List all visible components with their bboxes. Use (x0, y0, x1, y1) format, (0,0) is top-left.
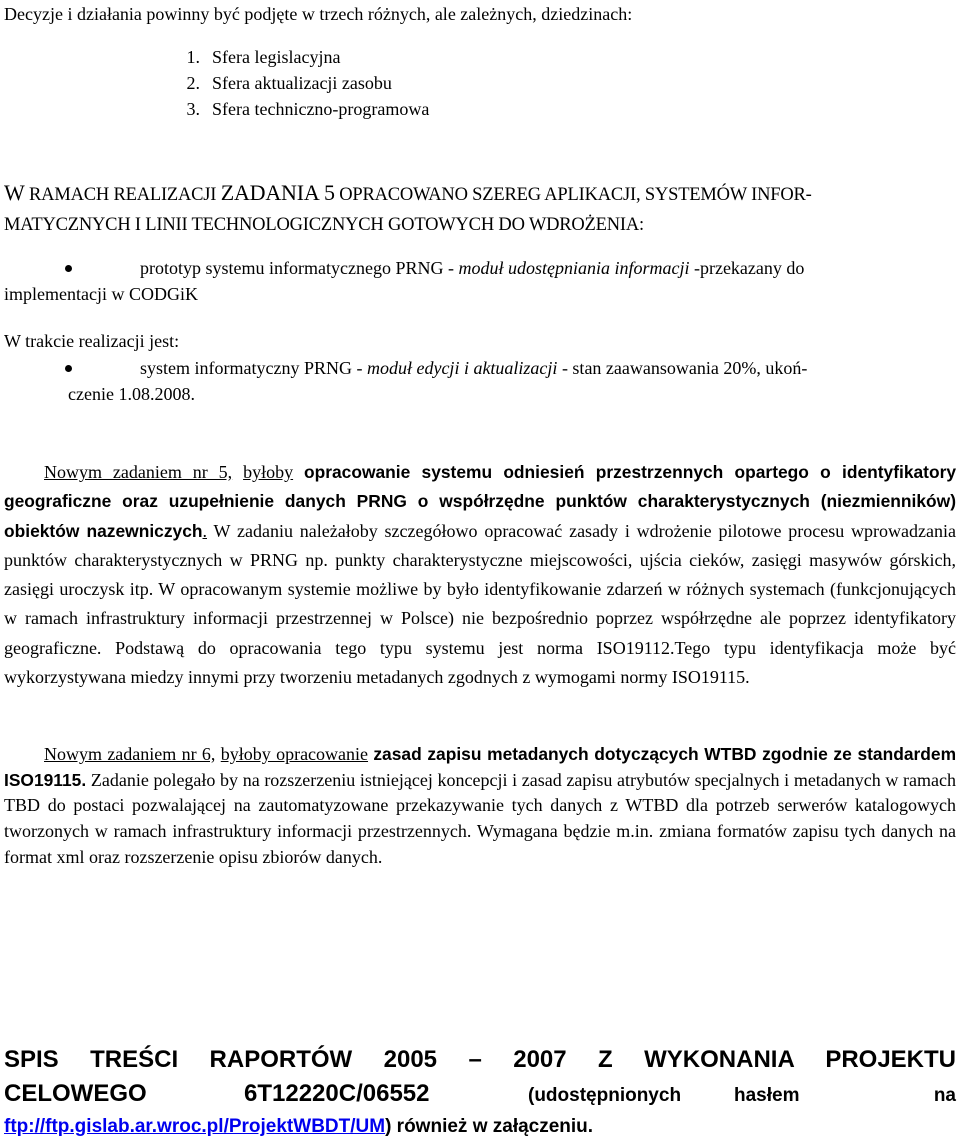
intro-paragraph: Decyzje i działania powinny być podjęte w trzech różnych, ale zależnych, dziedzinach: (4, 4, 633, 24)
spheres-list (0, 44, 429, 122)
list-item: 2. Sfera aktualizacji zasobu (186, 73, 392, 93)
document-page: Decyzje i działania powinny być podjęte w trzech różnych, ale zależnych, dziedzinach: 1. Sfera legislacyjna 2. Sfera aktualizacji zasobu 3. Sfera techniczno-programowa W RAMACH REALIZACJI ZADANIA 5 OPRACOWANO SZEREG APLIKACJI, SYSTEMÓW INFOR- MATYCZNYCH I LINII TECHNOLOGICZNYCH GOTOWYCH DO WDROŻENIA: prototyp systemu informatycznego PRNG - moduł udostępniania informacji -przekazany do implementacji w CODGiK W trakcie realizacji jest: system informatyczny PRNG - moduł edycji i aktualizacji - stan zaawansowania 20%, ukoń- czenie 1.08.2008. Nowym zadaniem nr 5, byłoby opracowanie systemu odniesień przestrzennych opartego o identyfikatory geograficzne oraz uzupełnienie danych PRNG o współrzędne punktów charakterystycznych (niezmienników) obiektów nazewniczych. W zadaniu należałoby szczegółowo opracować zasady i wdrożenie pilotowe procesu wprowadzania punktów charakterystycznych w PRNG np. punkty charakterystyczne miejscowości, ujścia cieków, zasięgi masywów górskich, zasięgi uroczysk itp. W opracowanym systemie możliwe by było identyfikowanie zdarzeń w różnych systemach (funkcjonujących w ramach infrastruktury informacji przestrzennej w Polsce) nie bezpośrednio poprzez współrzędne ale poprzez identyfikatory geograficzne. Podstawą do opracowania tego typu systemu jest norma ISO19112.Tego typu identyfikacja może być wykorzystywana miedzy innymi przy tworzeniu metadanych zgodnych z wymogami normy ISO19115. Nowym zadaniem nr 6, byłoby opracowanie zasad zapisu metadanych dotyczących WTBD zgodnie ze standardem ISO19115. Zadanie polegało by na rozszerzeniu istniejącej koncepcji i zasad zapisu atrybutów specjalnych i metadanych w ramach TBD do postaci pozwalającej na zautomatyzowane przekazywanie tych danych z WTBD dla potrzeb serwerów katalogowych tworzonych w ramach infrastruktury informacji przestrzennych. Wymagana będzie m.in. zmiana formatów zapisu tych danych na format xml oraz rozszerzenie opisu zbiorów danych. SPIS TREŚCI RAPORTÓW 2005 – 2007 Z WYKONANIA PROJEKTU CELOWEGO 6T12220C/06552 (udostępnionych hasłem na ftp://ftp.gislab.ar.wroc.pl/ProjektWBDT/UM) również w załączeniu. (0, 0, 960, 1145)
bullet-item-prototype: prototyp systemu informatycznego PRNG - moduł udostępniania informacji -przekazany do implementacji w CODGiK (4, 258, 805, 304)
bullet-icon (65, 265, 72, 272)
bullet-item-system: system informatyczny PRNG - moduł edycji i aktualizacji - stan zaawansowania 20%, ukoń- czenie 1.08.2008. (68, 355, 956, 407)
toc-title: SPIS TREŚCI RAPORTÓW 2005 – 2007 Z WYKONANIA PROJEKTU (4, 1046, 956, 1073)
section-heading: W RAMACH REALIZACJI ZADANIA 5 OPRACOWANO SZEREG APLIKACJI, SYSTEMÓW INFOR- MATYCZNYCH I LINII TECHNOLOGICZNYCH GOTOWYCH DO WDROŻENIA: (4, 180, 812, 235)
ftp-link[interactable]: ftp://ftp.gislab.ar.wroc.pl/ProjektWBDT/UM (4, 1116, 386, 1137)
in-progress-label: W trakcie realizacji jest: (4, 331, 180, 351)
task6-paragraph: Nowym zadaniem nr 6, byłoby opracowanie zasad zapisu metadanych dotyczących WTBD zgodnie ze standardem ISO19115. Zadanie polegało by na rozszerzeniu istniejącej koncepcji i zasad zapisu atrybutów specjalnych i metadanych w ramach TBD do postaci pozwalającej na zautomatyzowane przekazywanie tych danych z WTBD dla potrzeb serwerów katalogowych tworzonych w ramach infrastruktury informacji przestrzennych. Wymagana będzie m.in. zmiana formatów zapisu tych danych na format xml oraz rozszerzenie opisu zbiorów danych. (4, 744, 957, 867)
bullet-icon (65, 365, 72, 372)
toc-link-line: ftp://ftp.gislab.ar.wroc.pl/ProjektWBDT/UM) również w załączeniu. (4, 1116, 594, 1137)
task5-paragraph: Nowym zadaniem nr 5, byłoby opracowanie systemu odniesień przestrzennych opartego o identyfikatory geograficzne oraz uzupełnienie danych PRNG o współrzędne punktów charakterystycznych (niezmienników) obiektów nazewniczych. W zadaniu należałoby szczegółowo opracować zasady i wdrożenie pilotowe procesu wprowadzania punktów charakterystycznych w PRNG np. punkty charakterystyczne miejscowości, ujścia cieków, zasięgi masywów górskich, zasięgi uroczysk itp. W opracowanym systemie możliwe by było identyfikowanie zdarzeń w różnych systemach (funkcjonujących w ramach infrastruktury informacji przestrzennej w Polsce) nie bezpośrednio poprzez współrzędne ale poprzez identyfikatory geograficzne. Podstawą do opracowania tego typu systemu jest norma ISO19112.Tego typu identyfikacja może być wykorzystywana miedzy innymi przy tworzeniu metadanych zgodnych z wymogami normy ISO19115. (4, 462, 957, 688)
list-item: 3. Sfera techniczno-programowa (186, 99, 430, 119)
list-item: 1. Sfera legislacyjna (186, 47, 341, 67)
